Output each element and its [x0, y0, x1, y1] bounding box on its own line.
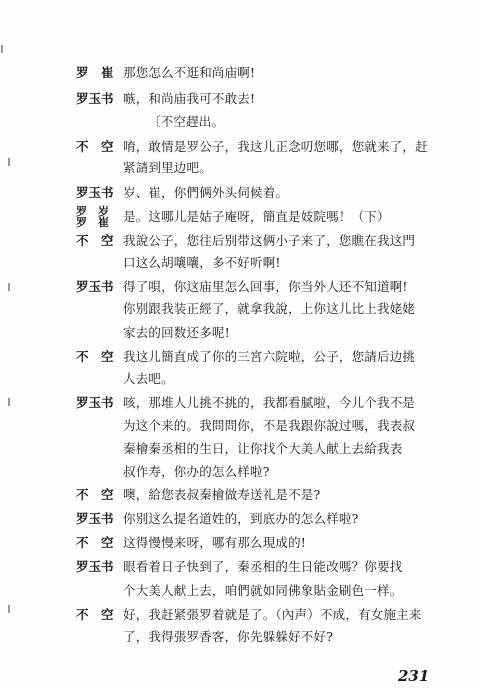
- dialogue-line: [0, 580, 479, 602]
- dialogue-line: [0, 392, 479, 414]
- dialogue-line: [0, 556, 479, 578]
- dialogue-line: [0, 111, 479, 133]
- stage-direction: 〔不空趕出。: [148, 114, 225, 129]
- dialogue-text: 噢，給您表叔秦檜做寿送礼是不是?: [123, 487, 321, 502]
- dialogue-line: [0, 276, 479, 298]
- dialogue-text: 叔作寿，你办的怎么样啦?: [123, 464, 270, 479]
- speaker-name: 罗玉书: [76, 559, 114, 574]
- margin-mark: [8, 605, 10, 613]
- dialogue-text: 唷，敢情是罗公子，我这儿正念叨您哪，您就来了，赶: [123, 139, 428, 154]
- dialogue-text: 是。这哪儿是姑子庵呀，簡直是妓院嗎！（下）: [123, 209, 390, 224]
- speaker-name: 罗玉书: [76, 185, 114, 200]
- dialogue-text: 那您怎么不逛和尚庙啊!: [123, 65, 256, 80]
- margin-mark: [8, 398, 10, 406]
- speaker-name: [76, 206, 118, 228]
- dialogue-line: [0, 461, 479, 483]
- dialogue-line: [0, 604, 479, 626]
- speaker-name: 罗玉书: [76, 279, 114, 294]
- margin-mark: [8, 158, 10, 166]
- dialogue-text: 我这儿簡直成了你的三宮六院啦，公子，您請后边挑: [123, 349, 416, 364]
- speaker-name: 罗玉书: [76, 511, 114, 526]
- page-number: 231: [398, 667, 430, 685]
- dialogue-text: 好，我赶紧張罗着就是了。（內声）不成，有女施主来: [123, 607, 422, 622]
- dialogue-line: [0, 532, 479, 554]
- dialogue-text: 口这么胡嚷嚷，多不好听啊!: [123, 255, 281, 270]
- speaker-name: 罗 崔: [76, 65, 114, 80]
- speaker-name-part: 罗 岁: [76, 205, 109, 218]
- dialogue-line: [0, 415, 479, 437]
- dialogue-text: 为这个来的。我問問你，不是我跟你說过嗎，我表叔: [123, 418, 416, 433]
- dialogue-line: [0, 182, 479, 204]
- speaker-name: 不 空: [76, 349, 114, 364]
- speaker-name: 不 空: [76, 487, 114, 502]
- dialogue-text: 了，我得張罗香客，你先躲躲好不好?: [123, 629, 334, 644]
- dialogue-line: [0, 346, 479, 368]
- dialogue-text: 紧請到里边吧。: [123, 160, 212, 175]
- margin-mark: [1, 45, 3, 53]
- dialogue-text: 家去的回数还多呢!: [123, 325, 230, 340]
- speaker-name: 不 空: [76, 535, 114, 550]
- dialogue-text: 你别这么提名道姓的，到底办的怎么样啦?: [123, 511, 359, 526]
- dialogue-line: [0, 298, 479, 320]
- dialogue-text: 岁、崔，你們俩外头伺候着。: [123, 185, 289, 200]
- dialogue-text: 嗾，和尚庙我可不敢去!: [123, 91, 256, 106]
- speaker-name: 不 空: [76, 233, 114, 248]
- dialogue-line: [0, 136, 479, 158]
- dialogue-text: 个大美人献上去，咱們就如同佛象貼金刷色一样。: [123, 583, 403, 598]
- speaker-name: 不 空: [76, 139, 114, 154]
- dialogue-text: 这得慢慢来呀，哪有那么現成的!: [123, 535, 307, 550]
- dialogue-line: [0, 508, 479, 530]
- speaker-name: 罗玉书: [76, 395, 114, 410]
- dialogue-text: 你别跟我装正經了，就拿我說，上你这儿比上我姥姥: [123, 301, 416, 316]
- dialogue-line: [0, 230, 479, 252]
- dialogue-text: 我說公子，您往后别带这俩小子来了，您瞧在我这門: [123, 233, 416, 248]
- dialogue-text: 得了唄，你这庙里怎么回事，你当外人还不知道啊!: [123, 279, 408, 294]
- dialogue-text: 秦檜秦丞相的生日，让你找个大美人献上去給我表: [123, 441, 403, 456]
- dialogue-line: [0, 626, 479, 648]
- dialogue-line: [0, 206, 479, 228]
- dialogue-text: 咳，那堆人儿挑不挑的，我都看腻啦，今儿个我不是: [123, 395, 416, 410]
- margin-mark: [8, 283, 10, 291]
- dialogue-line: [0, 322, 479, 344]
- speaker-name-part: 罗 崔: [76, 216, 109, 229]
- dialogue-line: [0, 484, 479, 506]
- dialogue-line: [0, 88, 479, 110]
- dialogue-line: [0, 438, 479, 460]
- speaker-name: 不 空: [76, 607, 114, 622]
- dialogue-line: [0, 252, 479, 274]
- dialogue-line: [0, 62, 479, 84]
- dialogue-text: 眼看着日子快到了，秦丞相的生日能改嗎？你要找: [123, 559, 403, 574]
- dialogue-line: [0, 368, 479, 390]
- dialogue-line: [0, 157, 479, 179]
- speaker-name: 罗玉书: [76, 91, 114, 106]
- dialogue-text: 人去吧。: [123, 371, 174, 386]
